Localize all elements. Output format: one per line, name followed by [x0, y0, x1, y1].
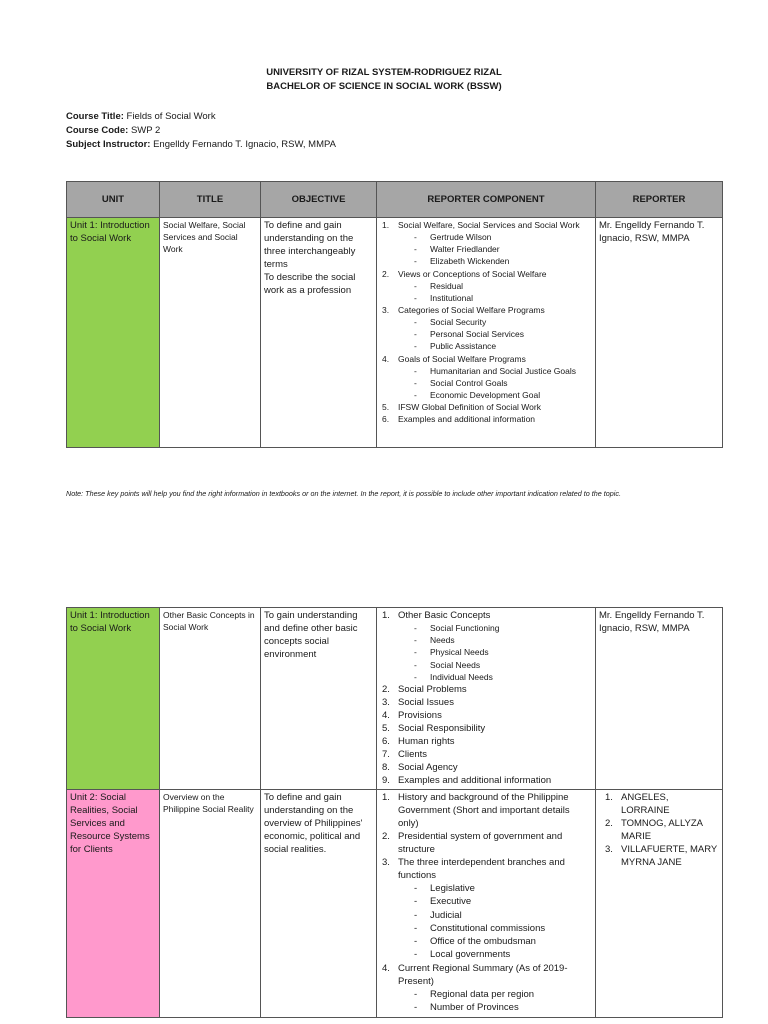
- list-item: [380, 304, 592, 353]
- reporter-component-cell: [377, 608, 596, 790]
- reporter-num: 2.: [605, 818, 613, 829]
- course-title-line: [66, 110, 336, 124]
- list-item: [380, 219, 592, 268]
- list-number: 2.: [382, 684, 390, 696]
- list-text: Social Agency: [398, 762, 458, 774]
- col-objective: OBJECTIVE: [261, 182, 377, 218]
- list-item: [380, 735, 592, 748]
- sub-item: - Institutional: [398, 292, 592, 304]
- sub-list: [398, 882, 592, 962]
- list-text: Social Responsibility: [398, 723, 486, 735]
- list-item: [380, 683, 592, 696]
- sub-item: - Needs: [398, 634, 592, 646]
- document-header: [0, 66, 768, 94]
- list-item: [380, 413, 592, 425]
- list-number: 4.: [382, 710, 390, 722]
- reporter-item: [599, 817, 719, 843]
- list-text: IFSW Global Definition of Social Work: [398, 402, 541, 413]
- list-item: [380, 709, 592, 722]
- col-reporter: REPORTER: [596, 182, 723, 218]
- list-number: 6.: [382, 736, 390, 748]
- component-list: [380, 791, 592, 1014]
- list-number: 8.: [382, 762, 390, 774]
- list-item: [380, 353, 592, 402]
- reporter-cell: Mr. Engelldy Fernando T. Ignacio, RSW, MMPA: [596, 218, 723, 448]
- sub-item: - Social Security: [398, 316, 592, 328]
- list-item: [380, 774, 592, 787]
- list-text: History and background of the Philippine Government (Short and important details only): [398, 792, 570, 829]
- sub-item: - Regional data per region: [398, 988, 592, 1001]
- list-number: 1.: [382, 610, 390, 621]
- reporter-list: [599, 791, 719, 869]
- reporter-num: 1.: [605, 792, 613, 803]
- list-item: [380, 609, 592, 683]
- syllabus-table-2: [66, 607, 723, 1018]
- course-title: Fields of Social Work: [126, 111, 216, 122]
- list-item: [380, 962, 592, 1015]
- sub-list: [398, 231, 592, 268]
- list-text: Social Welfare, Social Services and Social Work: [398, 220, 580, 230]
- list-number: 2.: [382, 268, 390, 279]
- col-title: TITLE: [160, 182, 261, 218]
- list-text: Social Problems: [398, 684, 467, 696]
- list-number: 3.: [382, 857, 390, 868]
- list-number: 1.: [382, 220, 390, 230]
- objective-cell: To gain understanding and define other basic concepts social environment: [261, 608, 377, 790]
- course-code-label: Course Code:: [66, 125, 129, 136]
- list-number: 4.: [382, 353, 390, 364]
- list-text: Examples and additional information: [398, 414, 536, 425]
- syllabus-table-1: [66, 181, 723, 448]
- sub-item: - Walter Friedlander: [398, 243, 592, 255]
- table-row: [67, 218, 723, 448]
- reporter-name: VILLAFUERTE, MARY MYRNA JANE: [621, 844, 718, 868]
- list-number: 2.: [382, 831, 390, 842]
- objective-cell: [261, 218, 377, 448]
- list-text: Goals of Social Welfare Programs: [398, 353, 526, 364]
- sub-item: - Social Needs: [398, 659, 592, 671]
- course-title-label: Course Title:: [66, 111, 124, 122]
- sub-item: - Public Assistance: [398, 340, 592, 352]
- reporter-name: TOMNOG, ALLYZA MARIE: [621, 818, 703, 842]
- sub-item: - Economic Development Goal: [398, 389, 592, 401]
- sub-list: [398, 622, 592, 683]
- course-code-line: [66, 124, 336, 138]
- reporter-component-cell: [377, 218, 596, 448]
- list-text: Clients: [398, 749, 428, 761]
- reporter-item: [599, 791, 719, 817]
- list-number: 3.: [382, 305, 390, 316]
- sub-list: [398, 316, 592, 353]
- sub-list: [398, 988, 592, 1015]
- list-number: 5.: [382, 723, 390, 735]
- col-reporter-component: REPORTER COMPONENT: [377, 182, 596, 218]
- list-item: [380, 268, 592, 304]
- sub-item: - Local governments: [398, 948, 592, 961]
- unit-cell: Unit 1: Introduction to Social Work: [67, 218, 160, 448]
- list-item: [380, 761, 592, 774]
- title-cell: Overview on the Philippine Social Reality: [160, 790, 261, 1018]
- list-number: 1.: [382, 792, 390, 803]
- unit-cell: Unit 1: Introduction to Social Work: [67, 608, 160, 790]
- list-number: 3.: [382, 697, 390, 709]
- sub-item: - Individual Needs: [398, 671, 592, 683]
- list-text: Other Basic Concepts: [398, 610, 491, 621]
- sub-item: - Number of Provinces: [398, 1001, 592, 1014]
- sub-list: [398, 365, 592, 402]
- sub-item: - Judicial: [398, 909, 592, 922]
- list-number: 4.: [382, 962, 390, 974]
- sub-item: - Social Control Goals: [398, 377, 592, 389]
- course-info: [66, 110, 336, 152]
- objective-text: To define and gain understanding on the three interchangeably terms: [264, 220, 356, 270]
- objective-cell: To define and gain understanding on the overview of Philippines' economic, political and social realities.: [261, 790, 377, 1018]
- sub-item: - Physical Needs: [398, 646, 592, 658]
- list-number: 5.: [382, 402, 390, 413]
- list-number: 6.: [382, 414, 390, 425]
- list-text: Examples and additional information: [398, 775, 552, 787]
- list-text: Current Regional Summary (As of 2019-Present): [398, 962, 568, 987]
- list-item: [380, 830, 592, 856]
- reporter-cell: [596, 790, 723, 1018]
- sub-item: - Humanitarian and Social Justice Goals: [398, 365, 592, 377]
- list-item: [380, 748, 592, 761]
- reporter-item: [599, 843, 719, 869]
- instructor-name: Engelldy Fernando T. Ignacio, RSW, MMPA: [153, 139, 336, 150]
- list-item: [380, 856, 592, 962]
- table-row: [67, 790, 723, 1018]
- list-text: Categories of Social Welfare Programs: [398, 305, 545, 316]
- reporter-num: 3.: [605, 844, 613, 855]
- reporter-cell: Mr. Engelldy Fernando T. Ignacio, RSW, MMPA: [596, 608, 723, 790]
- list-item: [380, 401, 592, 413]
- reporter-component-cell: [377, 790, 596, 1018]
- list-item: [380, 696, 592, 709]
- sub-item: - Personal Social Services: [398, 328, 592, 340]
- col-unit: UNIT: [67, 182, 160, 218]
- note-text: Note: These key points will help you find the right information in textbooks or on the internet. In the report, it is possible to include other important indication related to the topic.: [66, 489, 621, 498]
- list-text: Presidential system of government and structure: [398, 831, 563, 855]
- university-name: UNIVERSITY OF RIZAL SYSTEM-RODRIGUEZ RIZAL: [266, 67, 502, 78]
- list-number: 9.: [382, 775, 390, 787]
- component-list: [380, 219, 592, 425]
- list-item: [380, 791, 592, 830]
- list-text: Human rights: [398, 736, 455, 748]
- list-text: Views or Conceptions of Social Welfare: [398, 268, 547, 279]
- list-text: The three interdependent branches and functions: [398, 857, 565, 881]
- sub-item: - Executive: [398, 895, 592, 908]
- sub-item: - Legislative: [398, 882, 592, 895]
- list-text: Social Issues: [398, 697, 454, 709]
- sub-list: [398, 280, 592, 304]
- list-text: Provisions: [398, 710, 442, 722]
- program-name: BACHELOR OF SCIENCE IN SOCIAL WORK (BSSW): [266, 81, 502, 92]
- unit-cell: Unit 2: Social Realities, Social Services and Resource Systems for Clients: [67, 790, 160, 1018]
- sub-item: - Social Functioning: [398, 622, 592, 634]
- reporter-name: ANGELES, LORRAINE: [621, 792, 670, 816]
- objective-text: To describe the social work as a profession: [264, 272, 356, 296]
- table-header-row: [67, 182, 723, 218]
- sub-item: - Elizabeth Wickenden: [398, 255, 592, 267]
- component-list: [380, 609, 592, 787]
- list-number: 7.: [382, 749, 390, 761]
- title-cell: Social Welfare, Social Services and Social Work: [160, 218, 261, 448]
- sub-item: - Office of the ombudsman: [398, 935, 592, 948]
- sub-item: - Gertrude Wilson: [398, 231, 592, 243]
- table-row: [67, 608, 723, 790]
- list-item: [380, 722, 592, 735]
- course-code: SWP 2: [130, 125, 161, 136]
- instructor-label: Subject Instructor:: [66, 139, 151, 150]
- sub-item: - Residual: [398, 280, 592, 292]
- title-cell: Other Basic Concepts in Social Work: [160, 608, 261, 790]
- instructor-line: [66, 138, 336, 152]
- sub-item: - Constitutional commissions: [398, 922, 592, 935]
